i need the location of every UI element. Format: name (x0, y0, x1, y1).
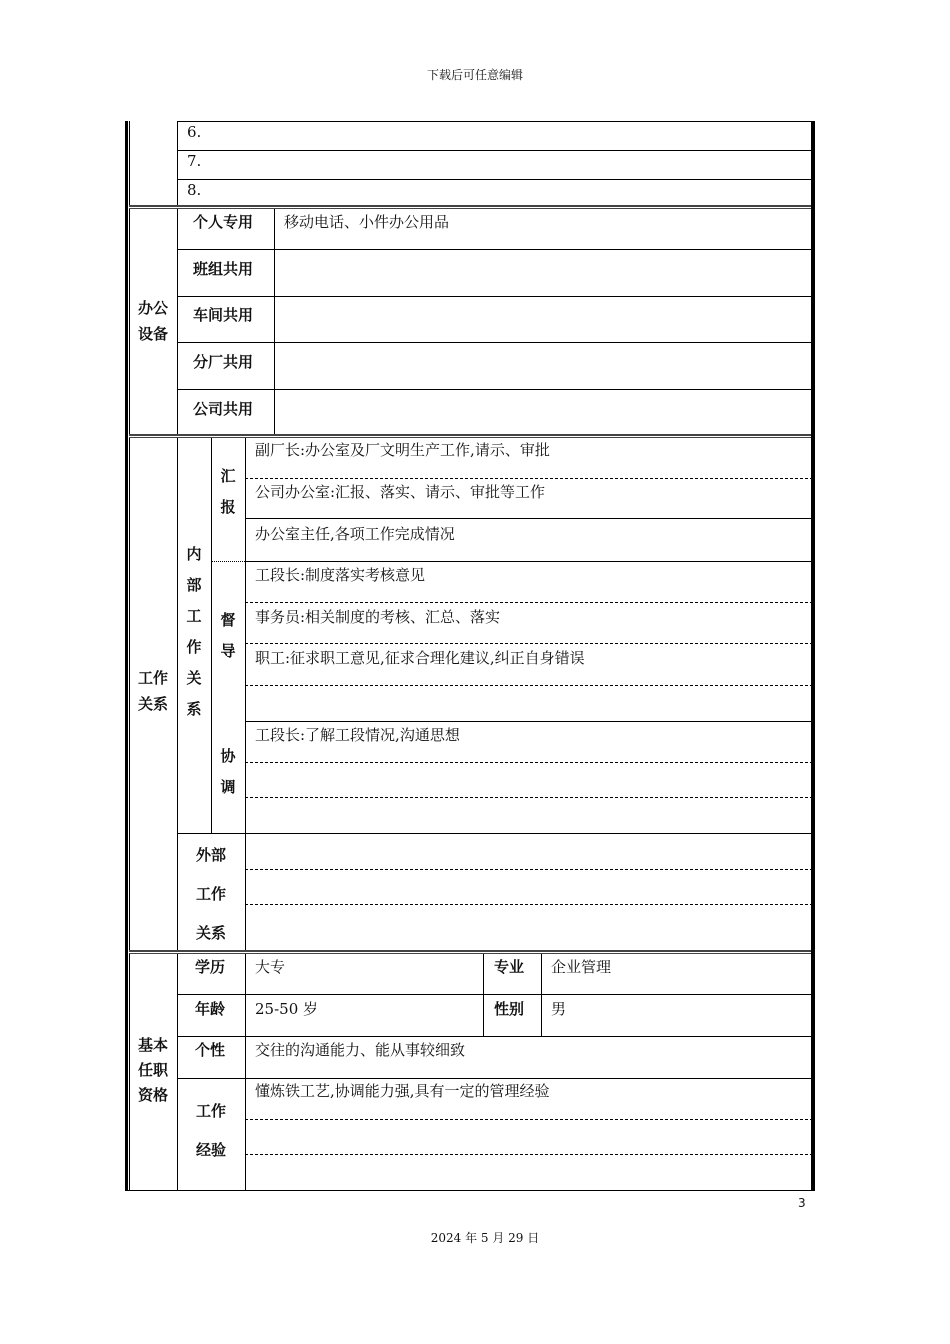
education-label: 学历 (195, 958, 226, 976)
section-divider (129, 434, 811, 438)
gender-value: 男 (551, 1000, 567, 1018)
experience-value: 懂炼铁工艺,协调能力强,具有一定的管理经验 (255, 1082, 550, 1100)
equipment-row-label: 分厂共用 (193, 353, 254, 371)
list-item: 6. (187, 123, 202, 141)
coordinate-label: 协 调 (220, 747, 236, 796)
left-border (125, 121, 128, 1191)
left-border-inner (129, 121, 130, 1191)
report-label: 汇 报 (220, 467, 236, 516)
office-equipment-label: 办公 设备 (137, 299, 168, 343)
major-value: 企业管理 (551, 958, 612, 976)
supervise-item: 职工:征求职工意见,征求合理化建议,纠正自身错误 (255, 649, 585, 667)
work-relations-label: 工作 关系 (137, 669, 168, 713)
supervise-item: 工段长:制度落实考核意见 (255, 566, 426, 584)
report-item: 副厂长:办公室及厂文明生产工作,请示、审批 (255, 441, 550, 459)
equipment-row-label: 班组共用 (193, 260, 254, 278)
internal-relations-label: 内 部 工 作 关 系 (186, 545, 202, 718)
personality-label: 个性 (195, 1041, 226, 1059)
equipment-row-label: 个人专用 (193, 213, 254, 231)
equipment-row-label: 公司共用 (193, 400, 254, 418)
education-value: 大专 (255, 958, 286, 976)
page-header: 下载后可任意编辑 (426, 68, 523, 82)
report-item: 公司办公室:汇报、落实、请示、审批等工作 (255, 483, 546, 501)
equipment-row-label: 车间共用 (193, 306, 254, 324)
supervise-label: 督 导 (220, 611, 236, 660)
page-number: 3 (798, 1196, 806, 1210)
list-item: 8. (187, 181, 202, 199)
section-divider (129, 205, 811, 209)
report-item: 办公室主任,各项工作完成情况 (255, 525, 455, 543)
age-label: 年龄 (195, 1000, 226, 1018)
experience-label: 工作 经验 (195, 1102, 226, 1159)
equipment-row-value: 移动电话、小件办公用品 (284, 213, 450, 231)
personality-value: 交往的沟通能力、能从事较细致 (255, 1041, 466, 1059)
bottom-border (125, 1190, 815, 1191)
external-relations-label: 外部 工作 关系 (195, 846, 226, 942)
section-divider (129, 950, 811, 954)
footer-date: 2024 年 5 月 29 日 (430, 1231, 540, 1245)
job-description-form (125, 121, 817, 1191)
coordinate-item: 工段长:了解工段情况,沟通思想 (255, 726, 460, 744)
right-border (811, 121, 815, 1191)
gender-label: 性别 (494, 1000, 525, 1018)
supervise-item: 事务员:相关制度的考核、汇总、落实 (255, 608, 501, 626)
qualifications-label: 基本 任职 资格 (137, 1036, 168, 1104)
list-item: 7. (187, 152, 202, 170)
major-label: 专业 (494, 958, 525, 976)
age-value: 25-50 岁 (255, 1000, 319, 1018)
